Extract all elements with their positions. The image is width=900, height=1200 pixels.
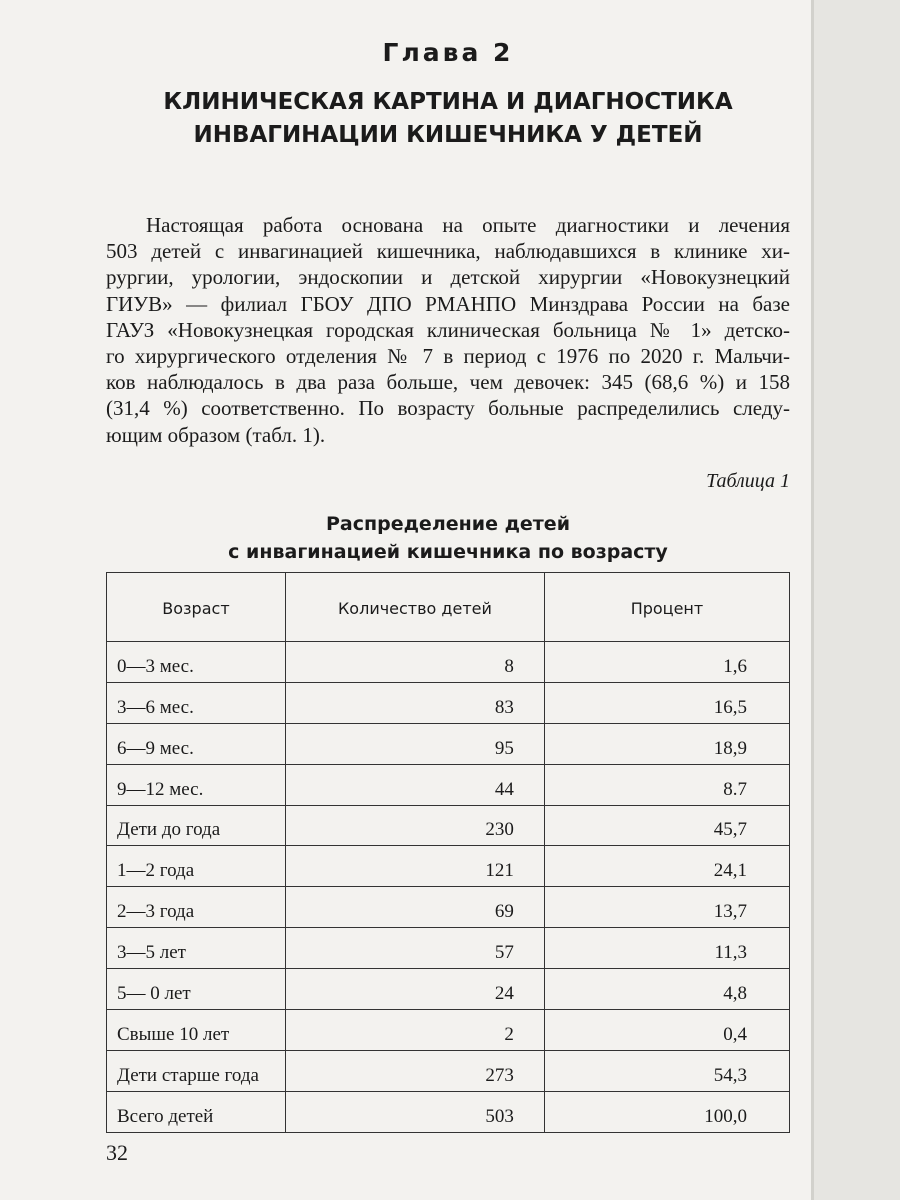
cell-percent: 8.7 bbox=[544, 764, 789, 805]
cell-count: 230 bbox=[285, 805, 544, 846]
table-row bbox=[107, 846, 790, 887]
page-edge bbox=[814, 0, 900, 1200]
table-row bbox=[107, 682, 790, 723]
cell-percent: 54,3 bbox=[544, 1050, 789, 1091]
cell-percent: 1,6 bbox=[544, 642, 789, 683]
cell-percent: 4,8 bbox=[544, 969, 789, 1010]
table-label: Таблица 1 bbox=[706, 470, 790, 492]
cell-percent: 11,3 bbox=[544, 928, 789, 969]
table-row bbox=[107, 1010, 790, 1051]
cell-age: 2—3 года bbox=[107, 887, 286, 928]
cell-percent: 24,1 bbox=[544, 846, 789, 887]
chapter-title-line: КЛИНИЧЕСКАЯ КАРТИНА И ДИАГНОСТИКА bbox=[163, 89, 733, 115]
paragraph-line: Настоящая работа основана на опыте диагностики и лечения bbox=[146, 213, 790, 237]
paragraph-line: ков наблюдалось в два раза больше, чем девочек: 345 (68,6 %) и 158 bbox=[106, 370, 790, 395]
chapter-heading: Глава 2 bbox=[382, 38, 514, 67]
table-row bbox=[107, 642, 790, 683]
cell-count: 24 bbox=[285, 969, 544, 1010]
cell-percent: 45,7 bbox=[544, 805, 789, 846]
table-caption-line: с инвагинацией кишечника по возрасту bbox=[228, 541, 668, 563]
cell-percent: 0,4 bbox=[544, 1010, 789, 1051]
table-row bbox=[107, 805, 790, 846]
cell-count: 69 bbox=[285, 887, 544, 928]
cell-count: 503 bbox=[285, 1091, 544, 1132]
table-header-row bbox=[107, 573, 790, 642]
paragraph-line: 503 детей с инвагинацией кишечника, наблюдавшихся в клинике хи- bbox=[106, 239, 790, 264]
header-count: Количество детей bbox=[285, 573, 544, 642]
paragraph-line: (31,4 %) соответственно. По возрасту больные распределились следу- bbox=[106, 396, 790, 421]
table-caption bbox=[106, 510, 790, 566]
paragraph-line: ГАУЗ «Новокузнецкая городская клиническая больница № 1» детско- bbox=[106, 317, 790, 342]
header-percent: Процент bbox=[544, 573, 789, 642]
cell-age: 1—2 года bbox=[107, 846, 286, 887]
chapter-title-line: ИНВАГИНАЦИИ КИШЕЧНИКА У ДЕТЕЙ bbox=[193, 122, 703, 148]
cell-percent: 100,0 bbox=[544, 1091, 789, 1132]
page-number: 32 bbox=[106, 1140, 128, 1165]
cell-age: Дети старше года bbox=[107, 1050, 286, 1091]
cell-percent: 13,7 bbox=[544, 887, 789, 928]
table-row bbox=[107, 887, 790, 928]
paragraph-line: го хирургического отделения № 7 в период с 1976 по 2020 г. Мальчи- bbox=[106, 343, 790, 368]
table-row bbox=[107, 723, 790, 764]
cell-count: 2 bbox=[285, 1010, 544, 1051]
page-edge-line bbox=[811, 0, 814, 1200]
cell-age: Свыше 10 лет bbox=[107, 1010, 286, 1051]
cell-age: 9—12 мес. bbox=[107, 764, 286, 805]
cell-percent: 18,9 bbox=[544, 723, 789, 764]
header-age: Возраст bbox=[107, 573, 286, 642]
cell-age: 6—9 мес. bbox=[107, 723, 286, 764]
paragraph-line: рургии, урологии, эндоскопии и детской хирургии «Новокузнецкий bbox=[106, 265, 790, 290]
cell-count: 8 bbox=[285, 642, 544, 683]
paragraph-line: ющим образом (табл. 1). bbox=[106, 422, 326, 447]
cell-count: 44 bbox=[285, 764, 544, 805]
age-distribution-table bbox=[106, 572, 790, 1133]
cell-age: 5— 0 лет bbox=[107, 969, 286, 1010]
paragraph-line: ГИУВ» — филиал ГБОУ ДПО РМАНПО Минздрава России на базе bbox=[106, 291, 790, 316]
cell-count: 121 bbox=[285, 846, 544, 887]
cell-count: 273 bbox=[285, 1050, 544, 1091]
cell-count: 57 bbox=[285, 928, 544, 969]
table-row bbox=[107, 764, 790, 805]
body-paragraph bbox=[106, 212, 790, 448]
cell-count: 95 bbox=[285, 723, 544, 764]
table-row bbox=[107, 1091, 790, 1132]
table-caption-line: Распределение детей bbox=[325, 513, 571, 535]
cell-age: 3—6 мес. bbox=[107, 682, 286, 723]
table-row bbox=[107, 928, 790, 969]
table-row bbox=[107, 969, 790, 1010]
cell-percent: 16,5 bbox=[544, 682, 789, 723]
cell-age: Всего детей bbox=[107, 1091, 286, 1132]
chapter-title bbox=[106, 86, 790, 152]
cell-count: 83 bbox=[285, 682, 544, 723]
cell-age: 3—5 лет bbox=[107, 928, 286, 969]
cell-age: 0—3 мес. bbox=[107, 642, 286, 683]
table-row bbox=[107, 1050, 790, 1091]
cell-age: Дети до года bbox=[107, 805, 286, 846]
